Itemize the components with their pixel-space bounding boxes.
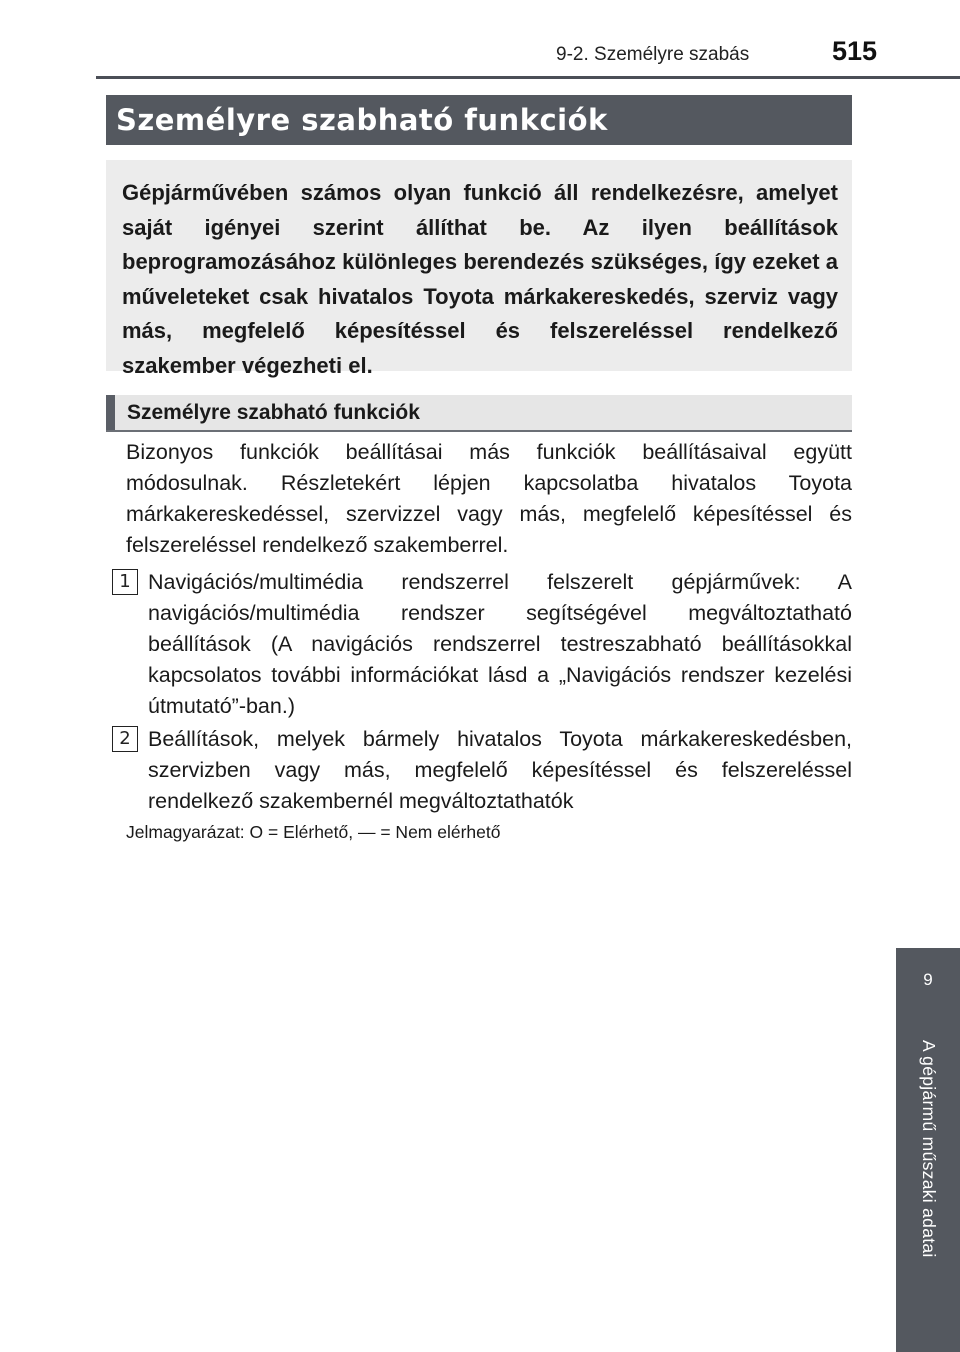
- section-header: 9-2. Személyre szabás: [556, 44, 750, 65]
- item-number-badge: 2: [112, 726, 138, 752]
- header-divider: [96, 76, 960, 79]
- list-item-text: Beállítások, melyek bármely hivatalos Toyota márkakereskedésben, szervizben vagy más, megfelelő képesítéssel és felszereléssel rendelkező szakembernél megváltoztathatók: [148, 727, 852, 813]
- subsection-accent-bar: [106, 395, 115, 430]
- subsection-header: [106, 395, 852, 432]
- list-item: [112, 567, 852, 722]
- item-number-badge: 1: [112, 569, 138, 595]
- body-paragraph: Bizonyos funkciók beállításai más funkciók beállításaival együtt módosulnak. Részletekért lépjen kapcsolatba hivatalos Toyota márkakereskedéssel, szervizzel vagy más, megfelelő képesítéssel és felszereléssel rendelkező szakemberrel.: [126, 440, 852, 557]
- chapter-number: 9: [923, 970, 933, 989]
- list-item: [112, 724, 852, 817]
- legend-text: Jelmagyarázat: O = Elérhető, — = Nem elérhető: [126, 822, 501, 842]
- page-title: Személyre szabható funkciók: [116, 103, 608, 137]
- chapter-tab: [896, 948, 960, 1352]
- intro-box: [106, 160, 852, 378]
- page-number: 515: [832, 36, 878, 66]
- list-item-text: Navigációs/multimédia rendszerrel felszerelt gépjárművek: A navigációs/multimédia rendszer segítségével megváltoztatható beállítások (A navigációs rendszerrel testreszabható beállításokkal kapcsolatos további információkat lásd a „Navigációs rendszer kezelési útmutató”-ban.): [148, 570, 852, 718]
- page-title-bar: [106, 95, 852, 145]
- intro-text: Gépjárművében számos olyan funkció áll rendelkezésre, amelyet saját igényei szerint állíthat be. Az ilyen beállítások beprogramozásához különleges berendezés szükséges, így ezeket a műveleteket csak hivatalos Toyota márkakereskedés, szerviz vagy más, megfelelő képesítéssel és felszereléssel rendelkező szakember végezheti el.: [122, 180, 838, 378]
- subsection-title: Személyre szabható funkciók: [127, 400, 420, 424]
- chapter-label: A gépjármű műszaki adatai: [919, 1040, 939, 1258]
